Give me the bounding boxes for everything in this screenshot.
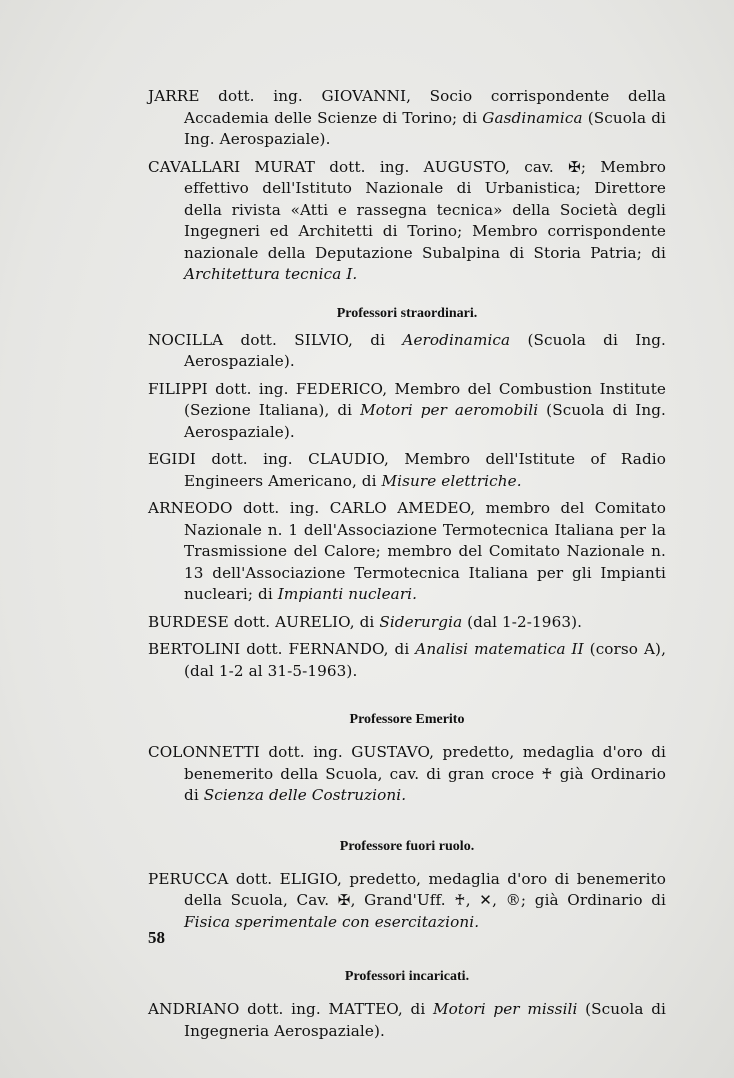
course-title: Misure elettriche.	[381, 471, 522, 490]
entry-text: (Scuola di Ing. Aerospaziale).	[184, 401, 666, 441]
course-title: Scienza delle Costruzioni.	[203, 786, 407, 804]
faculty-entry	[148, 330, 666, 373]
section-heading-straordinari: Professori straordinari.	[336, 305, 478, 321]
entry-text: di	[352, 330, 403, 349]
page-content	[148, 86, 666, 1048]
course-title: Siderurgia	[379, 612, 463, 631]
faculty-entry	[148, 498, 666, 606]
entry-text: Socio corrispondente della Accademia delle Scienze di Torino; di	[184, 87, 666, 127]
entry-text: di	[354, 612, 380, 631]
course-title: Fisica sperimentale con esercitazioni.	[184, 912, 480, 931]
faculty-name: COLONNETTI dott. ing. GUSTAVO,	[148, 743, 435, 761]
faculty-entry	[148, 612, 666, 634]
faculty-name: BERTOLINI dott. FERNANDO,	[148, 640, 389, 658]
entry-text: (Scuola di Ing. Aerospaziale).	[184, 108, 666, 148]
faculty-name: PERUCCA dott. ELIGIO,	[148, 869, 342, 888]
faculty-name: BURDESE dott. AURELIO,	[148, 612, 355, 631]
faculty-entry	[148, 639, 666, 682]
page-number: 58	[148, 928, 165, 947]
faculty-name: NOCILLA dott. SILVIO,	[148, 330, 353, 349]
course-title: Analisi matematica II	[415, 640, 584, 658]
entry-text: (Scuola di Ingegneria Aerospaziale).	[184, 1000, 666, 1040]
course-title: Architettura tecnica I.	[184, 265, 358, 283]
faculty-name: FILIPPI dott. ing. FEDERICO,	[148, 379, 388, 398]
faculty-entry	[148, 86, 666, 151]
entry-text: membro del Comitato Nazionale n. 1 dell'Associazione Termotecnica Italiana per la Trasmissione del Calore; membro del Comitato Nazionale n. 13 dell'Associazione Termotecnica Italiana per gli Impianti nucleari; di	[184, 499, 666, 603]
faculty-name: CAVALLARI MURAT dott. ing. AUGUSTO,	[148, 157, 511, 176]
course-title: Motori per aeromobili	[360, 401, 539, 419]
faculty-name: JARRE dott. ing. GIOVANNI,	[148, 87, 412, 105]
course-title: Motori per missili	[433, 1000, 578, 1018]
entry-text: di	[388, 640, 416, 658]
faculty-name: ARNEODO dott. ing. CARLO AMEDEO,	[148, 499, 476, 517]
entry-text: (corso A), (dal 1-2 al 31-5-1963).	[184, 640, 666, 680]
entry-text: di	[402, 1000, 434, 1018]
entry-text: Membro del Combustion Institute (Sezione Italiana), di	[184, 379, 666, 419]
faculty-entry	[148, 449, 666, 492]
faculty-name: EGIDI dott. ing. CLAUDIO,	[148, 450, 389, 468]
entry-text: predetto, medaglia d'oro di benemerito della Scuola, cav. di gran croce ♰ già Ordinario di	[184, 743, 666, 804]
entry-text: Membro dell'Istitute of Radio Engineers Americano, di	[184, 450, 666, 490]
entry-text: (Scuola di Ing. Aerospaziale).	[184, 330, 666, 370]
section-heading-fuori-ruolo: Professore fuori ruolo.	[339, 838, 475, 854]
course-title: Gasdinamica	[482, 108, 583, 127]
course-title: Impianti nucleari.	[277, 585, 418, 603]
entry-text: cav. ✠; Membro effettivo dell'Istituto Nazionale di Urbanistica; Direttore della rivista «Atti e rassegna tecnica» della Società degli Ingegneri ed Architetti di Torino; Membro corrispondente nazionale della Deputazione Subalpina di Storia Patria; di	[184, 157, 666, 262]
faculty-entry	[148, 157, 666, 286]
entry-text: predetto, medaglia d'oro di benemerito della Scuola, Cav. ✠, Grand'Uff. ♰, ✕, ®; già Ordinario di	[184, 869, 666, 909]
faculty-name: ANDRIANO dott. ing. MATTEO,	[148, 1000, 403, 1018]
faculty-entry	[148, 379, 666, 444]
section-heading-emerito: Professore Emerito	[349, 712, 465, 727]
entry-text: (dal 1-2-1963).	[462, 612, 583, 631]
course-title: Aerodinamica	[402, 330, 511, 349]
faculty-entry	[148, 999, 666, 1042]
faculty-entry	[148, 742, 666, 807]
faculty-entry	[148, 869, 666, 934]
section-heading-incaricati: Professori incaricati.	[344, 969, 470, 984]
